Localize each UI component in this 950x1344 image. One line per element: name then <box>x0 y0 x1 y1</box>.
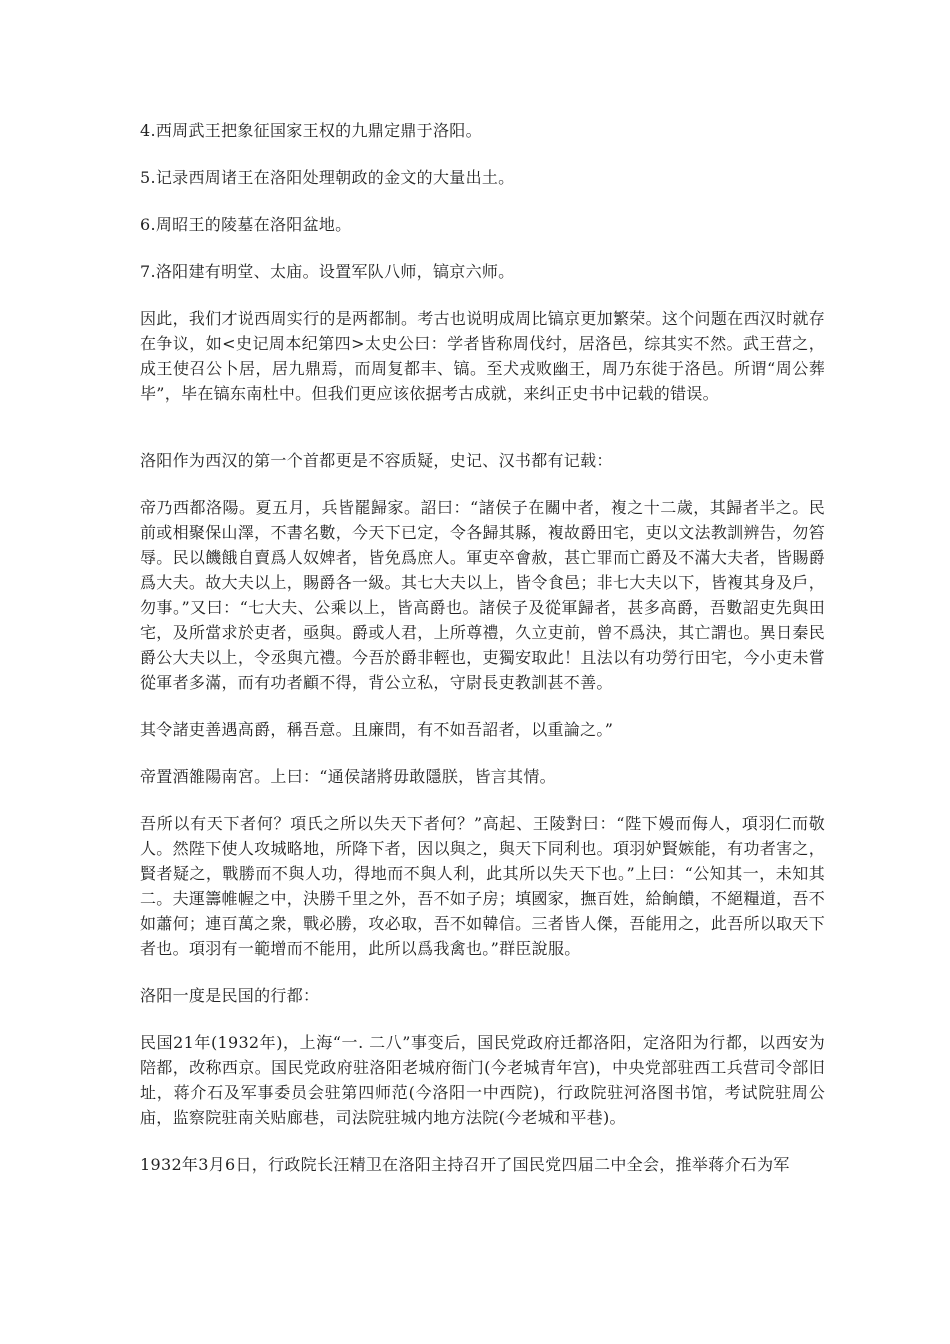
paragraph-republic-capital: 洛阳一度是民国的行都： <box>140 986 320 1005</box>
paragraph-item-7: 7.洛阳建有明堂、太庙。设置军队八师，镐京六师。 <box>140 262 515 281</box>
document-page <box>140 118 825 1199</box>
paragraph-item-4: 4.西周武王把象征国家王权的九鼎定鼎于洛阳。 <box>140 121 482 140</box>
paragraph-1932-relocation: 民国21年(1932年)，上海“一. 二八”事变后，国民党政府迁都洛阳，定洛阳为行都，以西安为陪都，改称西京。国民党政府驻洛阳老城府衙门(今老城青年宫)，中央党部驻西工兵营司令部旧址，蒋介石及军事委员会驻第四师范(今洛阳一中西院)，行政院驻河洛图书馆，考试院驻周公庙，监察院驻南关贴廊巷，司法院驻城内地方法院(今老城和平巷)。 <box>140 1033 825 1127</box>
paragraph-item-6: 6.周昭王的陵墓在洛阳盆地。 <box>140 215 352 234</box>
paragraph-banquet: 帝置酒雒陽南宮。上曰：“通侯諸將毋敢隱朕，皆言其情。 <box>140 767 556 786</box>
paragraph-western-han-capital: 洛阳作为西汉的第一个首都更是不容质疑，史记、汉书都有记载： <box>140 451 613 470</box>
paragraph-two-capitals: 因此，我们才说西周实行的是两都制。考古也说明成周比镐京更加繁荣。这个问题在西汉时就存在争议，如<史记周本纪第四>太史公曰：学者皆称周伐纣，居洛邑，综其实不然。武王营之，成王使召公卜居，居九鼎焉，而周复都丰、镐。至犬戎败幽王，周乃东徙于洛邑。所谓“周公葬毕”，毕在镐东南杜中。但我们更应该依据考古成就，来纠正史书中记载的错误。 <box>140 309 825 403</box>
paragraph-item-5: 5.记录西周诸王在洛阳处理朝政的金文的大量出土。 <box>140 168 515 187</box>
paragraph-imperial-edict: 帝乃西都洛陽。夏五月，兵皆罷歸家。詔曰：“諸侯子在關中者，複之十二歲，其歸者半之。民前或相聚保山澤，不書名數，今天下已定，令各歸其縣，複故爵田宅，吏以文法教訓辨告，勿笞辱。民以饑餓自賣爲人奴婢者，皆免爲庶人。軍吏卒會赦，甚亡罪而亡爵及不滿大夫者，皆賜爵爲大夫。故大夫以上，賜爵各一級。其七大夫以上，皆令食邑；非七大夫以下，皆複其身及戶，勿事。”又曰：“七大夫、公乘以上，皆高爵也。諸侯子及從軍歸者，甚多高爵，吾數詔吏先與田宅，及所當求於吏者，亟與。爵或人君，上所尊禮，久立吏前，曾不爲決，其亡謂也。異日秦民爵公大夫以上，令丞與亢禮。今吾於爵非輕也，吏獨安取此！且法以有功勞行田宅，今小吏未嘗從軍者多滿，而有功者顧不得，背公立私，守尉長吏教訓甚不善。 <box>140 498 825 692</box>
paragraph-edict-conclusion: 其令諸吏善遇高爵，稱吾意。且廉問，有不如吾詔者，以重論之。” <box>140 720 614 739</box>
paragraph-1932-plenary: 1932年3月6日，行政院长汪精卫在洛阳主持召开了国民党四届二中全会，推举蒋介石为军 <box>140 1155 790 1174</box>
paragraph-dialogue: 吾所以有天下者何？項氏之所以失天下者何？”高起、王陵對曰：“陛下嫚而侮人，項羽仁而敬人。然陛下使人攻城略地，所降下者，因以與之，與天下同利也。項羽妒賢嫉能，有功者害之，賢者疑之，戰勝而不與人功，得地而不與人利，此其所以失天下也。”上曰：“公知其一，未知其二。夫運籌帷幄之中，決勝千里之外，吾不如子房；填國家，撫百姓，給餉饋，不絕糧道，吾不如蕭何；連百萬之衆，戰必勝，攻必取，吾不如韓信。三者皆人傑，吾能用之，此吾所以取天下者也。項羽有一範增而不能用，此所以爲我禽也。”群臣說服。 <box>140 814 825 958</box>
